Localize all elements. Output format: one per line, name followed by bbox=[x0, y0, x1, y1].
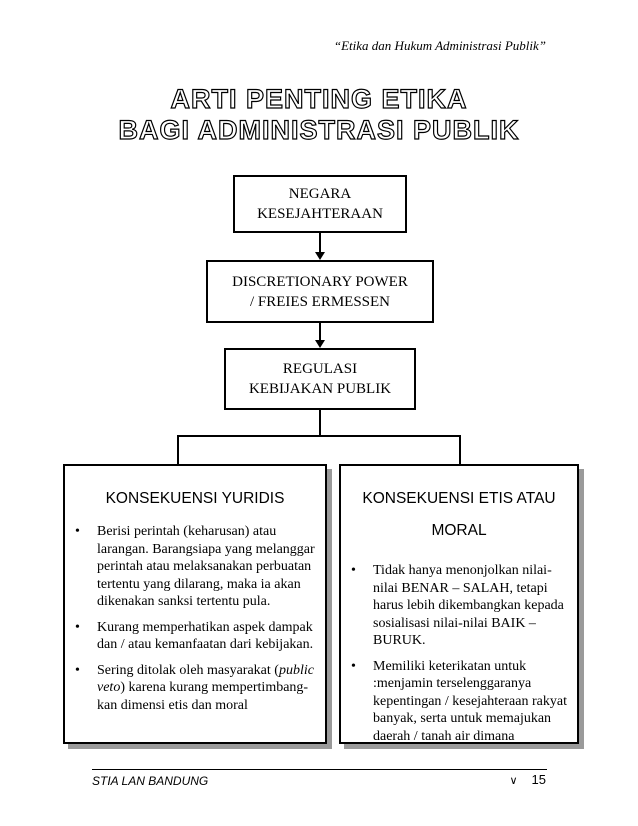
list-item bbox=[69, 662, 321, 715]
list-item bbox=[345, 562, 575, 650]
flow-box-discretionary-line2: / FREIES ERMESSEN bbox=[249, 293, 391, 310]
left-panel-bullet-list bbox=[69, 523, 321, 722]
branch-left-drop bbox=[177, 435, 179, 464]
bullet-text-italic: public veto bbox=[97, 662, 314, 695]
main-title-line1: ARTI PENTING ETIKA bbox=[170, 84, 468, 114]
document-header-title: “Etika dan Hukum Administrasi Publik” bbox=[333, 38, 546, 53]
footer-divider bbox=[92, 769, 547, 770]
left-panel-title: KONSEKUENSI YURIDIS bbox=[105, 490, 285, 507]
panel-konsekuensi-yuridis bbox=[63, 464, 327, 744]
bullet-dot: • bbox=[351, 658, 356, 674]
flow-box-negara-line1: NEGARA bbox=[288, 186, 352, 202]
branch-stem bbox=[319, 410, 321, 436]
bullet-text: Berisi perintah (keharusan) atau larangan. Barangsiapa yang melanggar perintah atau melaksanakan perbuatan tertentu yang dilarang, maka ia akan dikenakan sanksi tertentu pula. bbox=[97, 524, 315, 609]
bullet-dot: • bbox=[75, 662, 80, 678]
right-panel-title bbox=[341, 488, 577, 542]
list-item bbox=[69, 523, 321, 611]
arrowhead-1 bbox=[315, 252, 325, 260]
connector-1 bbox=[319, 233, 321, 253]
bullet-dot: • bbox=[351, 563, 356, 578]
bullet-text: Memiliki keterikatan untuk :menjamin terselenggaranya kepentingan / kesejahteraan rakyat banyak, serta untuk memajukan daerah / tanah air dimana bbox=[373, 658, 567, 744]
panel-konsekuensi-etis-moral bbox=[339, 464, 579, 744]
flow-box-regulasi-kebijakan bbox=[224, 348, 416, 410]
right-panel-bullet-list bbox=[345, 562, 575, 753]
chevron-down-icon: ∨ bbox=[509, 775, 518, 787]
right-panel-title-line2: MORAL bbox=[431, 522, 487, 539]
bullet-text-pre: Sering ditolak oleh masyarakat ( bbox=[97, 662, 279, 678]
flow-box-discretionary-power bbox=[206, 260, 434, 323]
bullet-dot: • bbox=[75, 524, 80, 539]
arrowhead-2 bbox=[315, 340, 325, 348]
list-item bbox=[345, 658, 575, 746]
bullet-text-post: ) karena kurang mempertimbang-kan dimensi etis dan moral bbox=[97, 680, 309, 713]
main-title-line2: BAGI ADMINISTRASI PUBLIK bbox=[118, 115, 520, 145]
footer-page-info bbox=[509, 772, 546, 787]
connector-2 bbox=[319, 323, 321, 341]
branch-horizontal bbox=[177, 435, 461, 437]
flow-box-negara-kesejahteraan bbox=[233, 175, 407, 233]
flow-box-regulasi-line1: REGULASI bbox=[282, 361, 358, 377]
bullet-text: Kurang memperhatikan aspek dampak dan / atau kemanfaatan dari kebijakan. bbox=[97, 619, 314, 652]
page-number: 15 bbox=[531, 772, 546, 787]
flow-box-discretionary-line1: DISCRETIONARY POWER bbox=[232, 273, 408, 290]
list-item bbox=[69, 619, 321, 654]
footer-institution: STIA LAN BANDUNG bbox=[92, 774, 209, 788]
flow-box-regulasi-line2: KEBIJAKAN PUBLIK bbox=[248, 381, 392, 397]
right-panel-title-line1: KONSEKUENSI ETIS ATAU bbox=[362, 490, 556, 507]
branch-right-drop bbox=[459, 435, 461, 464]
flow-box-negara-line2: KESEJAHTERAAN bbox=[257, 206, 383, 222]
bullet-text: Tidak hanya menonjolkan nilai-nilai BENAR – SALAH, tetapi harus lebih dikembangkan kepada sosialisasi nilai-nilai BAIK – BURUK. bbox=[373, 563, 564, 648]
bullet-dot: • bbox=[75, 619, 80, 635]
